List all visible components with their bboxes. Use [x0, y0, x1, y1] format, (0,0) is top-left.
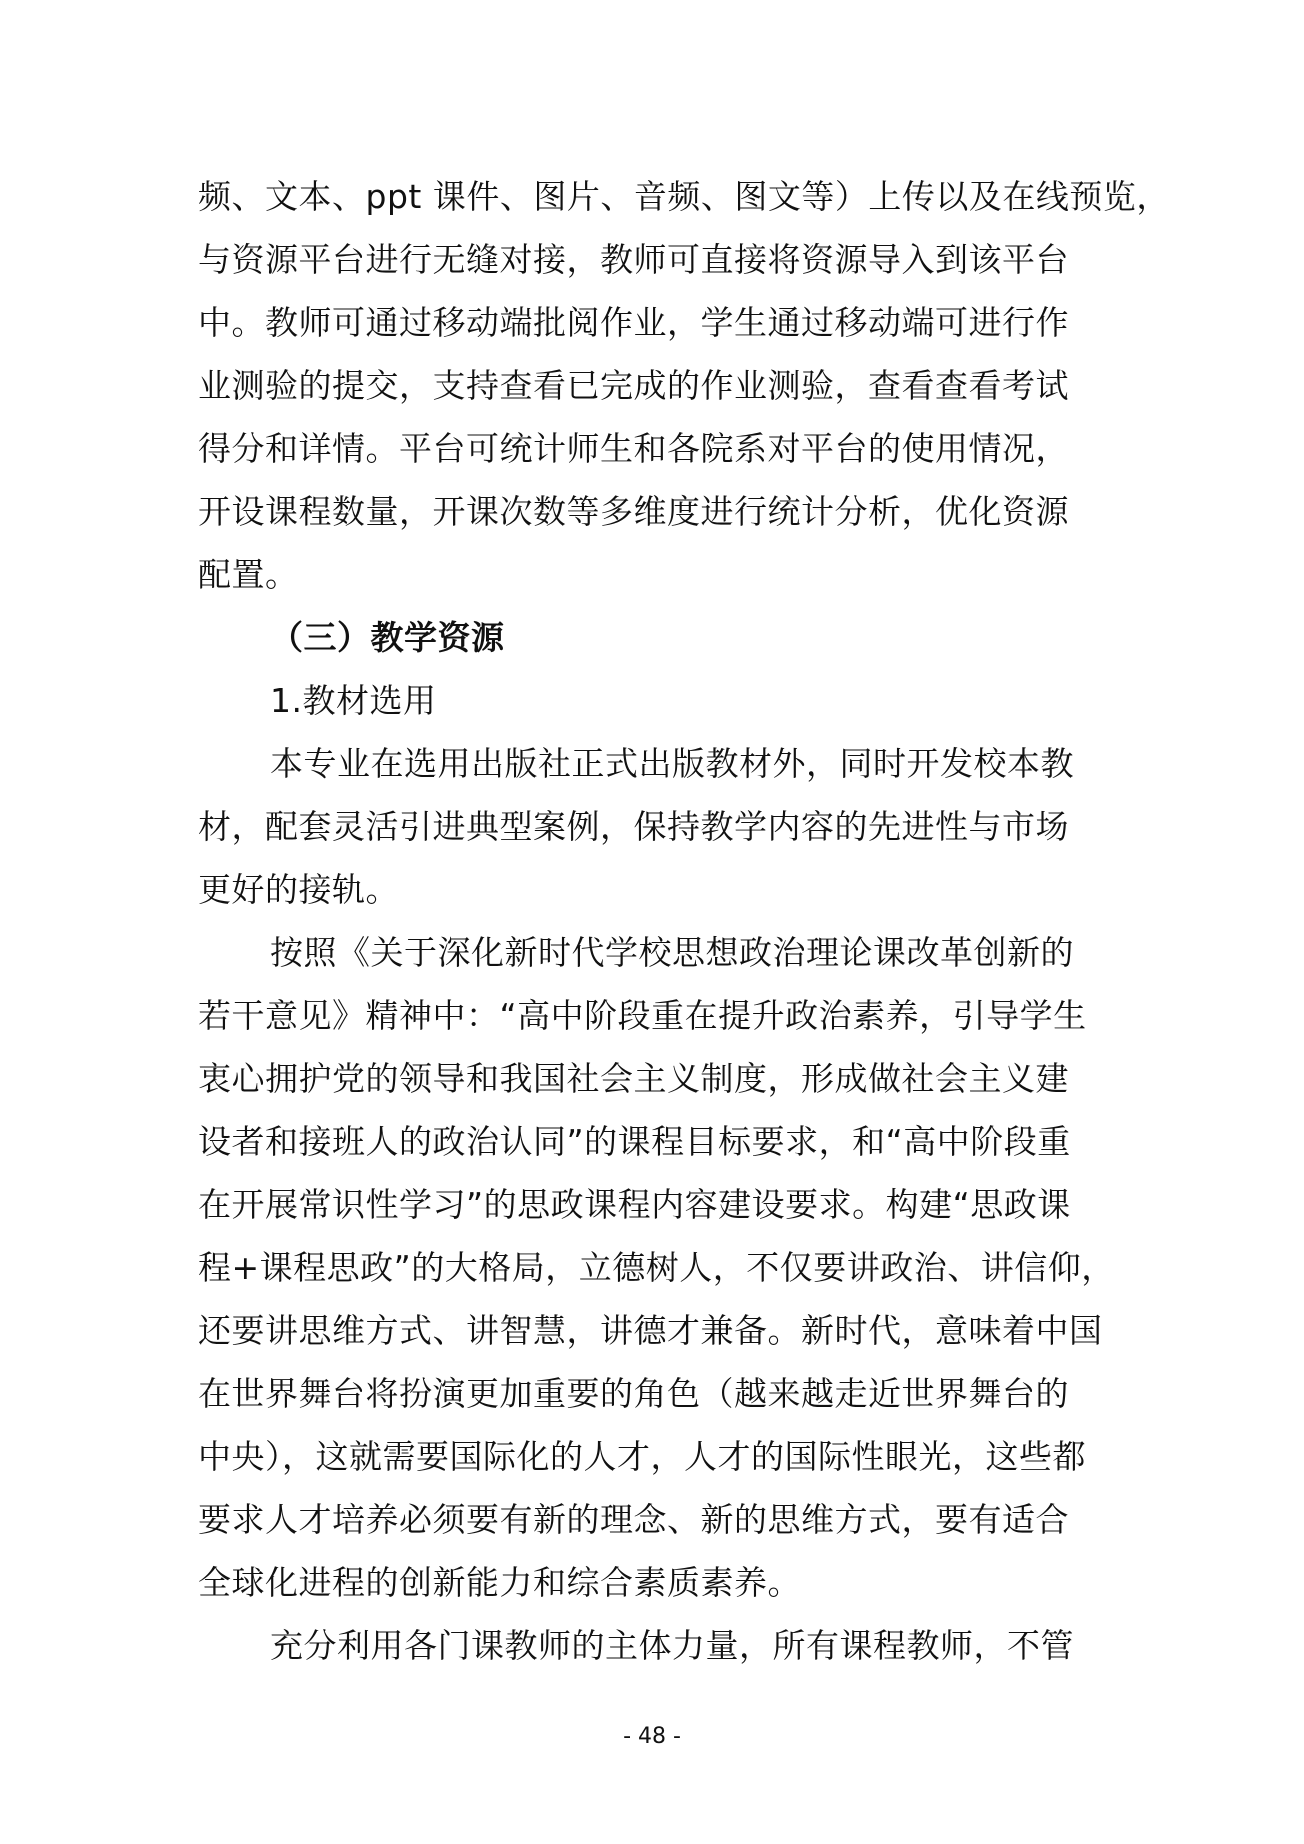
paragraph-line: 更好的接轨。: [198, 870, 399, 909]
paragraph-line: 设者和接班人的政治认同”的课程目标要求，和“高中阶段重: [198, 1122, 1071, 1161]
document-body: [198, 165, 1170, 1677]
paragraph-line: 充分利用各门课教师的主体力量，所有课程教师，不管: [270, 1626, 1074, 1665]
paragraph-line: 在世界舞台将扮演更加重要的角色（越来越走近世界舞台的: [198, 1374, 1069, 1413]
paragraph-line: 在开展常识性学习”的思政课程内容建设要求。构建“思政课: [198, 1185, 1071, 1224]
paragraph-line: 中。教师可通过移动端批阅作业，学生通过移动端可进行作: [198, 303, 1069, 342]
paragraph-line: 还要讲思维方式、讲智慧，讲德才兼备。新时代，意味着中国: [198, 1311, 1103, 1350]
paragraph-line: 程+课程思政”的大格局，立德树人，不仅要讲政治、讲信仰，: [198, 1248, 1115, 1287]
paragraph-line: 配置。: [198, 555, 299, 594]
paragraph-line: 得分和详情。平台可统计师生和各院系对平台的使用情况，: [198, 429, 1069, 468]
paragraph-line: 全球化进程的创新能力和综合素质素养。: [198, 1563, 801, 1602]
section-heading: （三）教学资源: [270, 618, 505, 657]
paragraph-line: 按照《关于深化新时代学校思想政治理论课改革创新的: [270, 933, 1074, 972]
paragraph-line: 频、文本、ppt 课件、图片、音频、图文等）上传以及在线预览，: [198, 177, 1170, 216]
paragraph-line: 中央），这就需要国际化的人才，人才的国际性眼光，这些都: [198, 1437, 1086, 1476]
paragraph-line: 业测验的提交，支持查看已完成的作业测验，查看查看考试: [198, 366, 1069, 405]
paragraph-line: 本专业在选用出版社正式出版教材外，同时开发校本教: [270, 744, 1074, 783]
paragraph-line: 材，配套灵活引进典型案例，保持教学内容的先进性与市场: [198, 807, 1069, 846]
paragraph-line: 衷心拥护党的领导和我国社会主义制度，形成做社会主义建: [198, 1059, 1069, 1098]
paragraph-line: 若干意见》精神中：“高中阶段重在提升政治素养，引导学生: [198, 996, 1087, 1035]
page-number: - 48 -: [623, 1724, 681, 1749]
paragraph-line: 与资源平台进行无缝对接，教师可直接将资源导入到该平台: [198, 240, 1069, 279]
subsection-heading: 1.教材选用: [270, 681, 437, 720]
paragraph-line: 开设课程数量，开课次数等多维度进行统计分析，优化资源: [198, 492, 1069, 531]
paragraph-line: 要求人才培养必须要有新的理念、新的思维方式，要有适合: [198, 1500, 1069, 1539]
